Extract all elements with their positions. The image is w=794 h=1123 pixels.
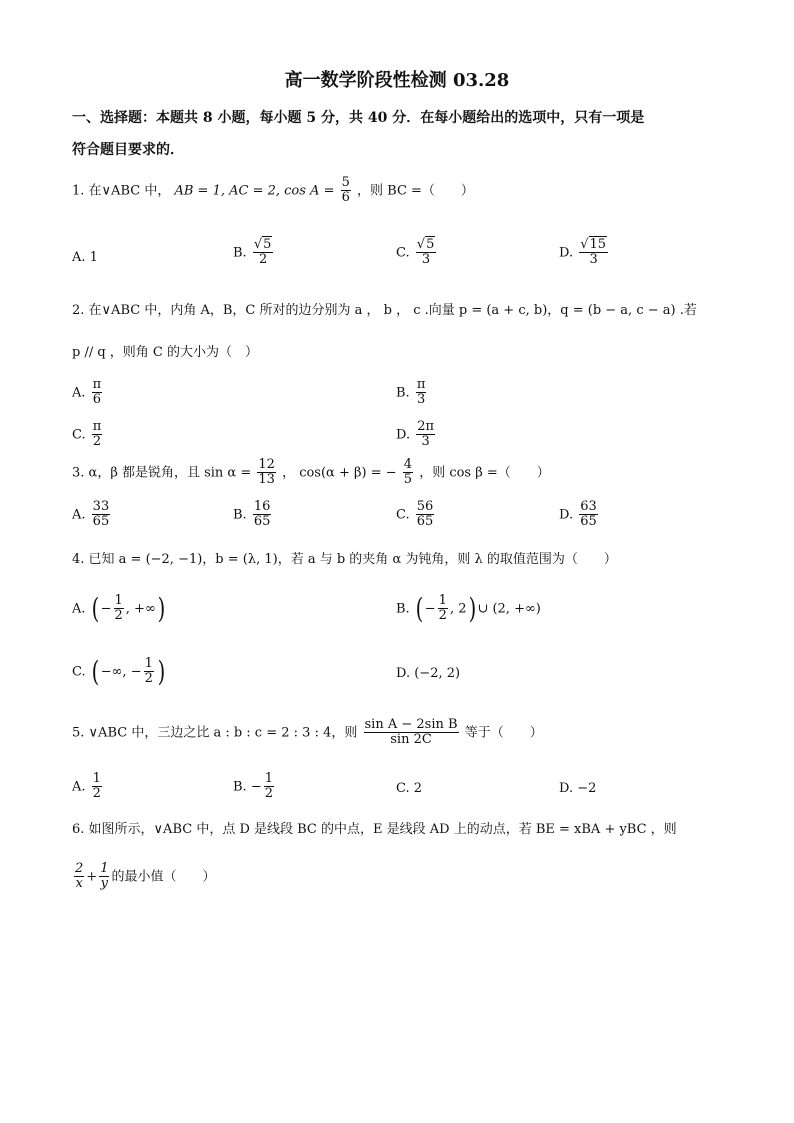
q5-option-b: B. − $\frac{1}{2}$: [233, 771, 274, 802]
q1-suffix: ，则 BC =（ ）: [357, 183, 474, 199]
q1-option-b: B. $\frac{√5}{2}$: [233, 237, 272, 268]
question-5: 5. ∨ABC 中，三边之比 a : b : c = 2 : 3 : 4，则 $\frac{\text{sin A − 2sin B}}{\sin 2C}$ 等于（ ）: [72, 717, 543, 748]
section-heading-line2: 符合题目要求的．: [72, 142, 184, 158]
q1-option-a: A. 1: [72, 250, 98, 265]
q1-prefix: 1. 在∨ABC 中，: [72, 183, 171, 199]
question-1: [72, 176, 474, 206]
q1-option-d: D. $\frac{√15}{3}$: [559, 237, 607, 268]
q5-option-c: C. 2: [396, 781, 423, 796]
q6-line1: 6. 如图所示，∨ABC 中，点 D 是线段 BC 的中点，E 是线段 AD 上的动点，若 BE = xBA + yBC ，则: [72, 822, 677, 837]
q2-option-b: B. $\frac{\pi}{3}$: [396, 377, 426, 408]
q4-line: 4. 已知 a = (−2, −1)，b = (λ, 1)，若 a 与 b 的夹角 α 为钝角，则 λ 的取值范围为（ ）: [72, 552, 617, 567]
q5-option-a: A. $\frac{1}{2}$: [72, 771, 101, 802]
q3-option-d: D. $\frac{63}{65}$: [559, 499, 597, 530]
q1-fraction: $\frac{5}{6}$: [341, 175, 350, 206]
q2-line2: p // q ，则角 C 的大小为（ ）: [72, 345, 259, 360]
section-heading-line1: 一、选择题：本题共 8 小题，每小题 5 分，共 40 分．在每小题给出的选项中，只有一项是: [72, 110, 645, 126]
q4-option-a: A. ( − $\frac{1}{2}$ , +∞): [72, 592, 166, 625]
q6-line2: $\frac{2}{x}$ + $\frac{1}{y}$ 的最小值（ ）: [75, 861, 216, 892]
q3-option-b: B. $\frac{16}{65}$: [233, 499, 271, 530]
q2-line1: 2. 在∨ABC 中，内角 A，B，C 所对的边分别为 a ， b ， c .向量 p = (a + c, b)，q = (b − a, c − a) .若: [72, 303, 697, 318]
q2-option-c: C. $\frac{\pi}{2}$: [72, 419, 102, 450]
q2-option-a: A. $\frac{\pi}{6}$: [72, 377, 102, 408]
q4-option-b: B. ( − $\frac{1}{2}$ , 2) ∪ (2, +∞): [396, 592, 541, 625]
q2-option-d: D. $\frac{2\pi}{3}$: [396, 419, 435, 450]
q5-option-d: D. −2: [559, 781, 597, 796]
q4-option-d: D. (−2, 2): [396, 666, 461, 681]
q1-option-c: C. $\frac{√5}{3}$: [396, 237, 435, 268]
q3-option-c: C. $\frac{56}{65}$: [396, 499, 434, 530]
q4-option-c: C. ( −∞, − $\frac{1}{2}$ ): [72, 655, 166, 688]
q1-condition: AB = 1, AC = 2, cos A =: [174, 183, 335, 199]
q3-option-a: A. $\frac{33}{65}$: [72, 499, 110, 530]
question-3: 3. α，β 都是锐角，且 sin α = $\frac{12}{13}$ ， cos(α + β) = − $\frac{4}{5}$ ，则 cos β =（ ）: [72, 457, 550, 488]
page-title: 高一数学阶段性检测 03.28: [284, 70, 510, 91]
